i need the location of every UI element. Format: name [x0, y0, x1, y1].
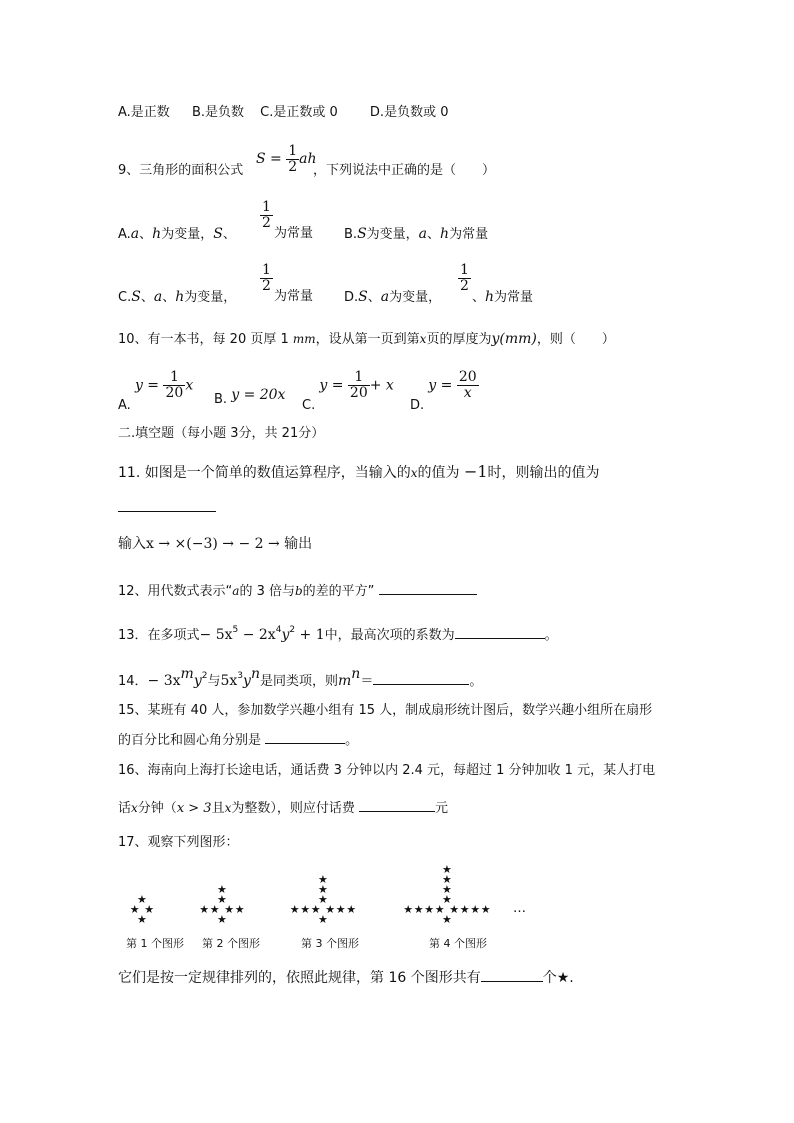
q11-flow: 输入x → ×(−3) → − 2 → 输出 — [118, 536, 313, 552]
star-icon: ★ — [217, 883, 227, 896]
q16-line2: 话x分钟（x > 3且x为整数），则应付话费 元 — [118, 797, 448, 818]
star-icon: ★ — [144, 903, 155, 916]
q17-ellipsis: … — [513, 901, 526, 916]
q17-answer-blank[interactable] — [481, 967, 543, 982]
star-icon: ★ — [137, 913, 147, 926]
star-icon: ★ — [300, 903, 311, 916]
figure-label-3: 第 3 个图形 — [301, 937, 359, 950]
star-icon: ★ — [480, 903, 491, 916]
section-title: 二.填空题（每小题 3分，共 21分） — [118, 426, 325, 441]
q9-formula: S = $\frac{1}{2}$ ah — [256, 143, 317, 175]
figure-label-2: 第 2 个图形 — [202, 937, 260, 950]
q9-option-d-frac: $\frac{1}{2}$ — [460, 262, 469, 294]
q8-option-c: C.是正数或 0 — [260, 105, 338, 120]
star-icon: ★ — [310, 903, 321, 916]
q9-question: 9、三角形的面积公式 — [118, 163, 244, 178]
star-icon: ★ — [209, 903, 220, 916]
q9-option-b: B.S为变量，a、h为常量 — [344, 226, 489, 242]
star-icon: ★ — [199, 903, 210, 916]
star-icon: ★ — [217, 893, 227, 906]
q10-option-a: A. y = $\frac{1}{20}$ x — [118, 369, 194, 413]
q9-option-a-frac: $\frac{1}{2}$ — [262, 199, 271, 231]
star-icon: ★ — [318, 873, 328, 886]
q11-question: 11. 如图是一个简单的数值运算程序，当输入的x的值为 −1时，则输出的值为 — [118, 462, 600, 481]
q9-question-suffix: ，下列说法中正确的是（ ） — [313, 163, 496, 178]
q10-option-d: D. y = $\frac{20}{x}$ — [410, 369, 477, 413]
star-icon: ★ — [346, 903, 357, 916]
q10-question: 10、有一本书，每 20 页厚 1 mm，设从第一页到第x页的厚度为y(mm)，则（ ） — [118, 331, 615, 347]
star-icon: ★ — [403, 903, 414, 916]
q8-option-a: A.是正数 — [118, 105, 170, 120]
star-icon: ★ — [289, 903, 300, 916]
star-icon: ★ — [137, 893, 147, 906]
star-icon: ★ — [318, 913, 328, 926]
star-icon: ★ — [442, 873, 452, 886]
star-icon: ★ — [234, 903, 245, 916]
q10-option-b: B. y = 20x — [214, 387, 286, 407]
q15-line2: 的百分比和圆心角分别是 。 — [118, 729, 358, 750]
star-icon: ★ — [424, 903, 435, 916]
q8-option-b: B.是负数 — [191, 105, 245, 120]
q9-option-c: C.S、a、h为变量， — [118, 289, 237, 305]
q9-option-d-tail: 、h为常量 — [472, 289, 534, 305]
star-icon: ★ — [318, 893, 328, 906]
star-icon: ★ — [470, 903, 481, 916]
q9-option-a: A.a、h为变量，S、 — [118, 226, 236, 242]
q13-question: 13．在多项式− $5x^5 - 2x^4y^2 + 1$中，最高次项的系数为 。 — [118, 625, 558, 643]
star-icon: ★ — [442, 913, 452, 926]
star-icon: ★ — [335, 903, 346, 916]
figure-label-4: 第 4 个图形 — [429, 937, 487, 950]
star-icon: ★ — [129, 903, 140, 916]
star-icon: ★ — [442, 893, 452, 906]
star-icon: ★ — [442, 863, 452, 876]
star-icon: ★ — [442, 883, 452, 896]
q10-option-c: C. y = $\frac{1}{20}$ + x — [302, 369, 394, 413]
star-icon: ★ — [318, 883, 328, 896]
star-icon: ★ — [434, 903, 445, 916]
q8-option-d: D.是负数或 0 — [369, 105, 449, 120]
star-icon: ★ — [224, 903, 235, 916]
q9-option-d: D.S、a为变量， — [344, 289, 442, 305]
q17-title: 17、观察下列图形： — [118, 835, 239, 850]
star-icon: ★ — [556, 970, 570, 986]
star-icon: ★ — [217, 913, 227, 926]
star-icon: ★ — [449, 903, 460, 916]
star-icon: ★ — [413, 903, 424, 916]
star-icon: ★ — [325, 903, 336, 916]
q17-question: 它们是按一定规律排列的，依照此规律，第 16 个图形共有 个★. — [118, 967, 574, 987]
star-icon: ★ — [459, 903, 470, 916]
q16-line1: 16、海南向上海打长途电话，通话费 3 分钟以内 2.4 元，每超过 1 分钟加收 1 元，某人打电 — [118, 763, 656, 778]
q15-line1: 15、某班有 40 人，参加数学兴趣小组有 15 人，制成扇形统计图后，数学兴趣小组所在扇形 — [118, 703, 653, 718]
q12-question: 12、用代数式表示“a的 3 倍与b的差的平方” — [118, 580, 477, 601]
q14-question: 14．− $3x^my^2$与$5x^3y^n$是同类项，则$m^n=$ 。 — [118, 666, 483, 689]
figure-label-1: 第 1 个图形 — [126, 937, 184, 950]
q9-option-c-tail: 为常量 — [274, 289, 314, 304]
q9-option-a-tail: 为常量 — [274, 226, 314, 241]
q9-option-c-frac: $\frac{1}{2}$ — [262, 262, 271, 294]
